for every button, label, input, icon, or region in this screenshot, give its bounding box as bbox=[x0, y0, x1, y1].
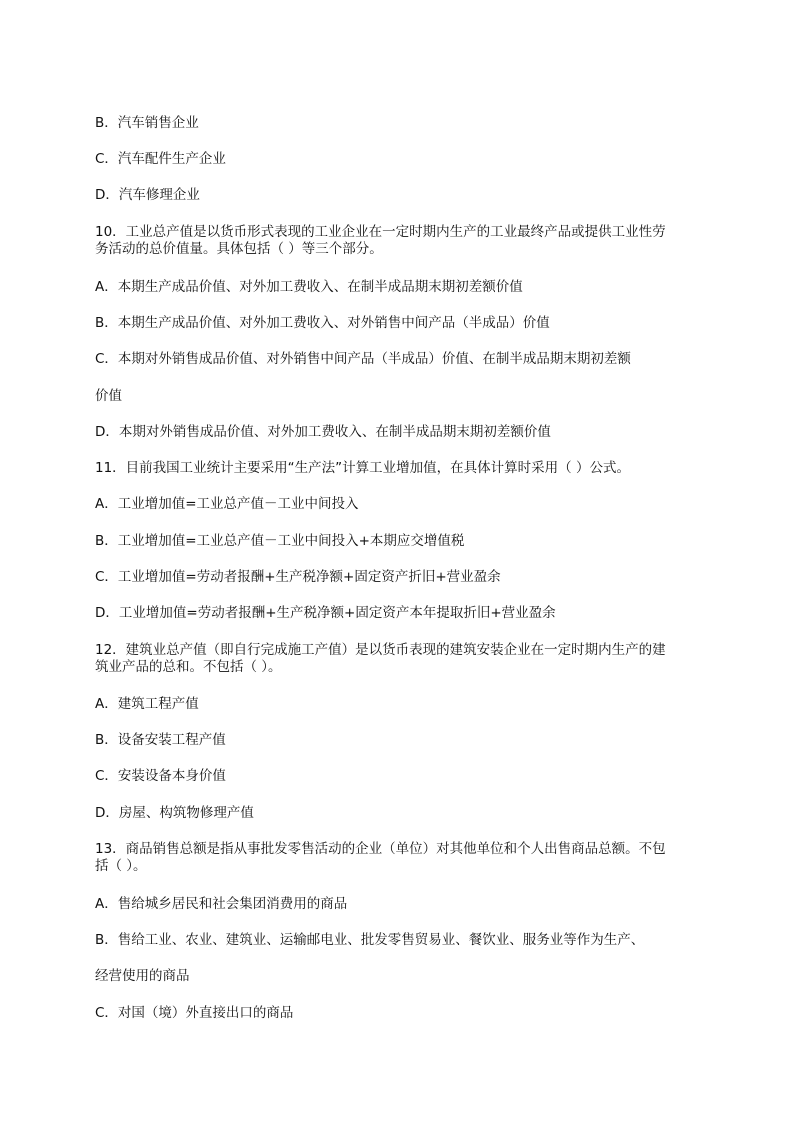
option-a-q12: A．建筑工程产值 bbox=[95, 696, 199, 712]
option-a-q11: A．工业增加值=工业总产值－工业中间投入 bbox=[95, 496, 359, 512]
option-d-q12: D．房屋、构筑物修理产值 bbox=[95, 805, 254, 821]
option-a-q10: A．本期生产成品价值、对外加工费收入、在制半成品期末期初差额价值 bbox=[95, 279, 523, 295]
question-10: 10．工业总产值是以货币形式表现的工业企业在一定时期内生产的工业最终产品或提供工业性劳务活动的总价值量。具体包括（ ）等三个部分。 bbox=[95, 224, 666, 257]
option-d-q11: D．工业增加值=劳动者报酬+生产税净额+固定资产本年提取折旧+营业盈余 bbox=[95, 605, 556, 621]
option-c-q13: C．对国（境）外直接出口的商品 bbox=[95, 1005, 294, 1021]
option-c-q10: C．本期对外销售成品价值、对外销售中间产品（半成品）价值、在制半成品期末期初差额 bbox=[95, 351, 631, 367]
option-d-q10: D．本期对外销售成品价值、对外加工费收入、在制半成品期末期初差额价值 bbox=[95, 424, 551, 440]
question-13: 13．商品销售总额是指从事批发零售活动的企业（单位）对其他单位和个人出售商品总额。不包括（ ）。 bbox=[95, 841, 666, 874]
question-12: 12．建筑业总产值（即自行完成施工产值）是以货币表现的建筑安装企业在一定时期内生产的建筑业产品的总和。不包括（ ）。 bbox=[95, 642, 666, 675]
option-b-q12: B．设备安装工程产值 bbox=[95, 732, 226, 748]
option-b-q9: B．汽车销售企业 bbox=[95, 115, 199, 131]
option-c-q12: C．安装设备本身价值 bbox=[95, 768, 226, 784]
option-c-q9: C．汽车配件生产企业 bbox=[95, 151, 226, 167]
option-b-q10: B．本期生产成品价值、对外加工费收入、对外销售中间产品（半成品）价值 bbox=[95, 315, 550, 331]
option-d-q9: D．汽车修理企业 bbox=[95, 187, 200, 203]
option-b-q11: B．工业增加值=工业总产值－工业中间投入+本期应交增值税 bbox=[95, 533, 465, 549]
option-b-q13: B．售给工业、农业、建筑业、运输邮电业、批发零售贸易业、餐饮业、服务业等作为生产、 bbox=[95, 932, 645, 948]
option-b-q13-continued: 经营使用的商品 bbox=[95, 968, 190, 984]
option-c-q10-continued: 价值 bbox=[95, 388, 122, 404]
option-c-q11: C．工业增加值=劳动者报酬+生产税净额+固定资产折旧+营业盈余 bbox=[95, 569, 501, 585]
option-a-q13: A．售给城乡居民和社会集团消费用的商品 bbox=[95, 896, 348, 912]
question-11: 11．目前我国工业统计主要采用“生产法”计算工业增加值，在具体计算时采用（ ）公式。 bbox=[95, 460, 630, 476]
